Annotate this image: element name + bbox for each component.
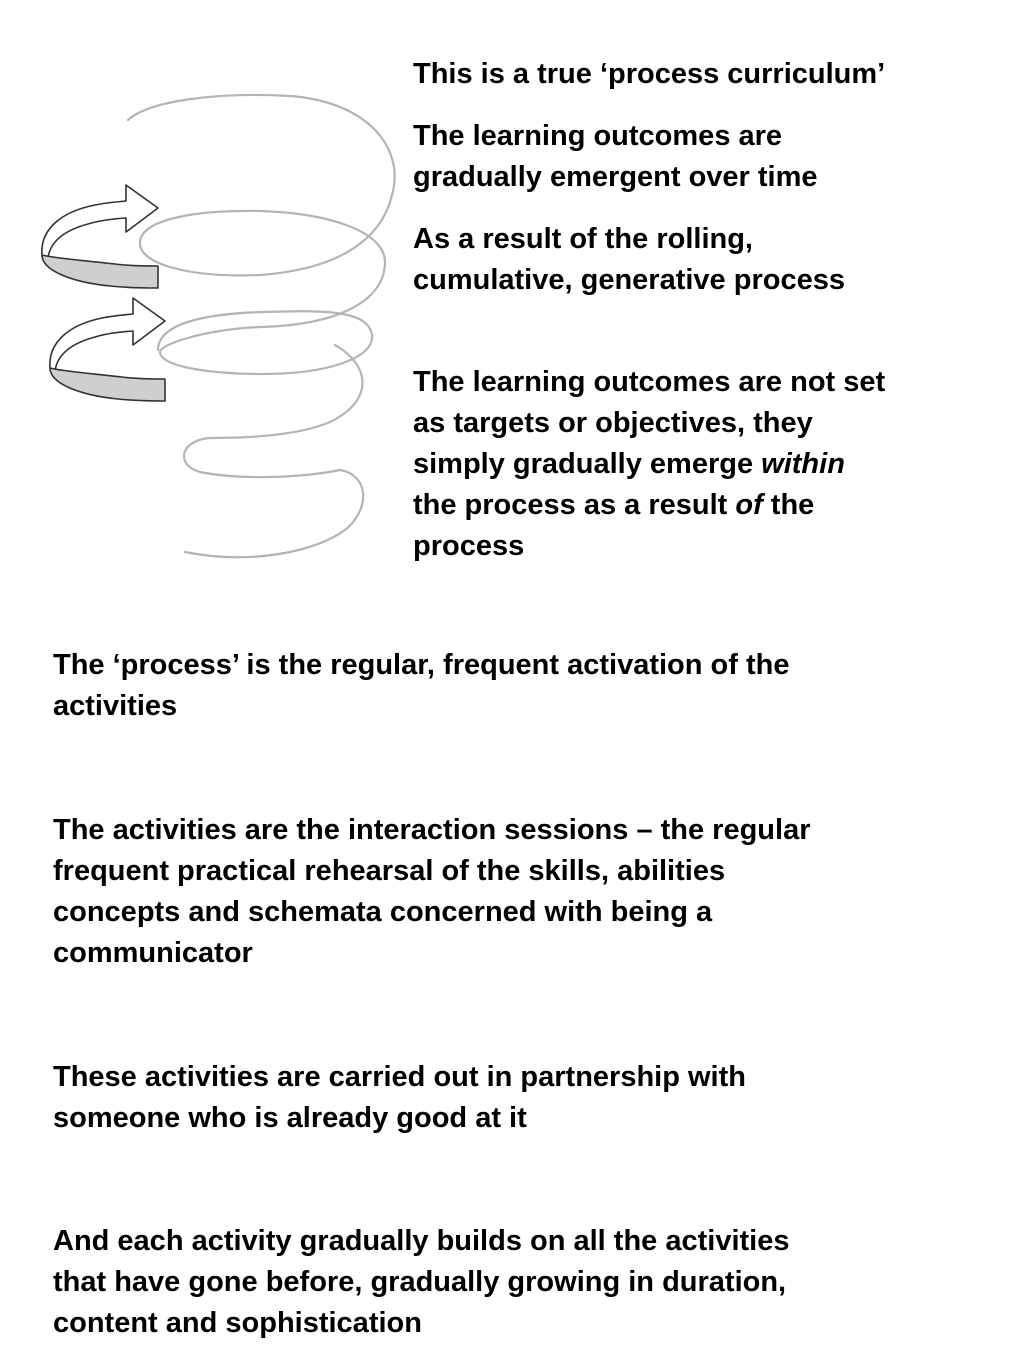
text-line: someone who is already good at it bbox=[53, 1102, 527, 1134]
text-line: cumulative, generative process bbox=[413, 264, 845, 296]
curved-arrow-icon bbox=[50, 298, 165, 401]
text-line: communicator bbox=[53, 937, 253, 969]
text-line bbox=[413, 444, 1013, 485]
text-line: gradually emergent over time bbox=[413, 161, 818, 193]
text-line: The ‘process’ is the regular, frequent activation of the bbox=[53, 649, 790, 681]
text-line: This is a true ‘process curriculum’ bbox=[413, 58, 886, 90]
body-paragraph-1 bbox=[53, 645, 993, 727]
emphasis-within: within bbox=[761, 448, 845, 480]
right-paragraph-4 bbox=[413, 362, 1013, 567]
body-paragraph-3 bbox=[53, 1057, 993, 1139]
text-line: And each activity gradually builds on all the activities bbox=[53, 1225, 790, 1257]
text-line: activities bbox=[53, 690, 178, 722]
text-line: concepts and schemata concerned with being a bbox=[53, 896, 713, 928]
spiral-diagram bbox=[30, 80, 410, 580]
text-line bbox=[413, 485, 1013, 526]
text-line: content and sophistication bbox=[53, 1307, 422, 1339]
text-line: As a result of the rolling, bbox=[413, 223, 753, 255]
text-line: frequent practical rehearsal of the skills, abilities bbox=[53, 855, 726, 887]
spiral-coil-icon bbox=[128, 95, 395, 557]
text-line: These activities are carried out in partnership with bbox=[53, 1061, 746, 1093]
text-line: process bbox=[413, 530, 525, 562]
emphasis-of: of bbox=[735, 489, 763, 521]
text-line: The learning outcomes are bbox=[413, 120, 783, 152]
text-fragment: simply gradually emerge bbox=[413, 448, 762, 480]
body-paragraph-2 bbox=[53, 810, 993, 974]
right-paragraph-2 bbox=[413, 116, 1013, 198]
text-fragment: the process as a result bbox=[413, 489, 736, 521]
text-fragment: the bbox=[762, 489, 815, 521]
right-paragraph-3 bbox=[413, 219, 1013, 301]
text-line: that have gone before, gradually growing in duration, bbox=[53, 1266, 787, 1298]
right-paragraph-1 bbox=[413, 54, 1013, 95]
text-line: The learning outcomes are not set bbox=[413, 366, 886, 398]
body-paragraph-4 bbox=[53, 1221, 993, 1344]
text-line: The activities are the interaction sessions – the regular bbox=[53, 814, 811, 846]
text-line: as targets or objectives, they bbox=[413, 407, 813, 439]
